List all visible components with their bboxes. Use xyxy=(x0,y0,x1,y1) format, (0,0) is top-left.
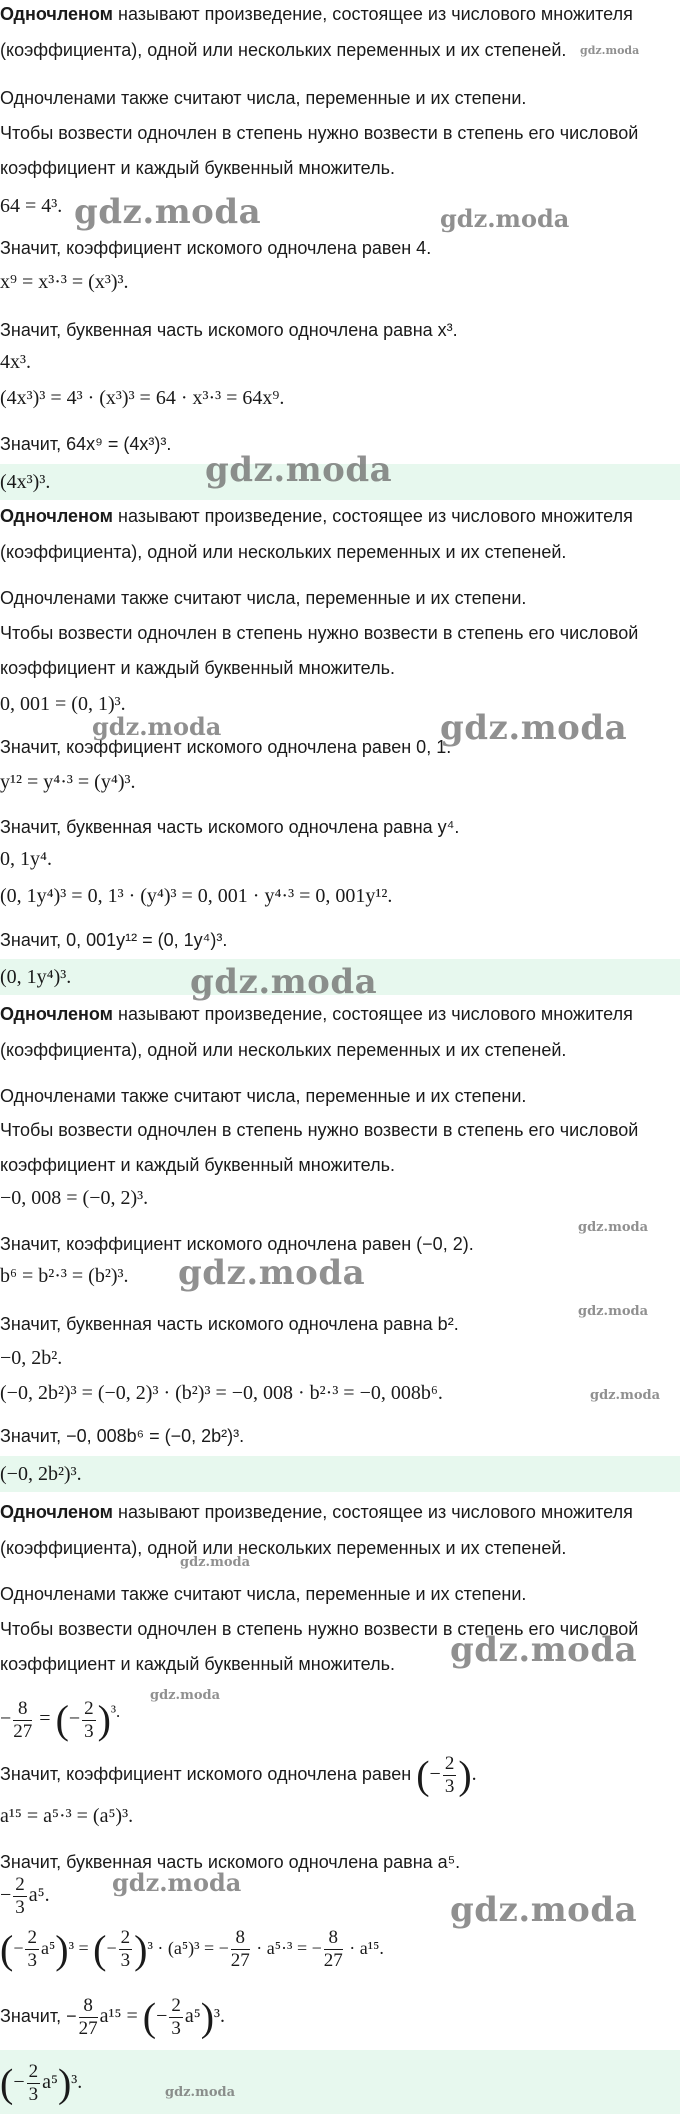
rule-line: коэффициент и каждый буквенный множитель. xyxy=(0,658,395,678)
also-line: Одночленами также считают числа, переменные и их степени. xyxy=(0,588,527,608)
watermark: gdz.moda xyxy=(578,1220,649,1235)
text-line: Значит, − $\frac{8}{27}$ a¹⁵ = (− $\frac{2}{3}$ a⁵)³. xyxy=(0,1994,226,2040)
math-line: (0, 1y⁴)³ = 0, 1³ · (y⁴)³ = 0, 001 · y⁴·³ = 0, 001y¹². xyxy=(0,885,393,907)
math-line: −0, 2b². xyxy=(0,1347,63,1369)
fraction: $\frac{8}{27}$ xyxy=(323,1927,343,1972)
definition-line: Одночленом называют произведение, состоящее из числового множителя xyxy=(0,1502,633,1522)
term: Одночленом xyxy=(0,506,114,526)
rule-line: Чтобы возвести одночлен в степень нужно возвести в степень его числовой xyxy=(0,1619,639,1639)
fraction: $\frac{8}{27}$ xyxy=(78,1994,98,2039)
fraction: $\frac{2}{3}$ xyxy=(27,1927,37,1972)
math-line: y¹² = y⁴·³ = (y⁴)³. xyxy=(0,771,136,793)
watermark: gdz.moda xyxy=(92,712,222,741)
text-line: Значит, буквенная часть искомого одночлена равна a⁵. xyxy=(0,1852,461,1872)
watermark: gdz.moda xyxy=(450,1630,638,1670)
watermark: gdz.moda xyxy=(74,192,262,232)
watermark: gdz.moda xyxy=(590,1388,661,1403)
answer: (0, 1y⁴)³. xyxy=(0,966,72,988)
fraction: $\frac{8}{27}$ xyxy=(230,1927,250,1972)
definition-line: Одночленом называют произведение, состоящее из числового множителя xyxy=(0,506,633,526)
watermark: gdz.moda xyxy=(578,1304,649,1319)
watermark: gdz.moda xyxy=(580,44,640,57)
fraction: $\frac{2}{3}$ xyxy=(84,1697,94,1742)
definition-line: (коэффициента), одной или нескольких переменных и их степеней. xyxy=(0,40,567,60)
watermark: gdz.moda xyxy=(440,708,628,748)
math-line: (4x³)³ = 4³ · (x³)³ = 64 · x³·³ = 64x⁹. xyxy=(0,387,285,409)
math-line: −0, 008 = (−0, 2)³. xyxy=(0,1187,149,1209)
text-line: Значит, 0, 001y¹² = (0, 1y⁴)³. xyxy=(0,930,228,950)
text-line: Значит, буквенная часть искомого одночлена равна y⁴. xyxy=(0,817,460,837)
also-line: Одночленами также считают числа, переменные и их степени. xyxy=(0,88,527,108)
also-line: Одночленами также считают числа, переменные и их степени. xyxy=(0,1086,527,1106)
watermark: gdz.moda xyxy=(165,2085,236,2100)
rule-line: Чтобы возвести одночлен в степень нужно возвести в степень его числовой xyxy=(0,623,639,643)
also-line: Одночленами также считают числа, переменные и их степени. xyxy=(0,1584,527,1604)
watermark: gdz.moda xyxy=(150,1688,221,1703)
definition-line: Одночленом называют произведение, состоящее из числового множителя xyxy=(0,4,633,24)
rule-line: коэффициент и каждый буквенный множитель. xyxy=(0,1155,395,1175)
rule-line: Чтобы возвести одночлен в степень нужно возвести в степень его числовой xyxy=(0,123,639,143)
watermark: gdz.moda xyxy=(178,1253,366,1293)
definition-line: (коэффициента), одной или нескольких переменных и их степеней. xyxy=(0,542,567,562)
fraction: $\frac{8}{27}$ xyxy=(13,1697,33,1742)
math-line: 4x³. xyxy=(0,351,31,373)
text-line: Значит, коэффициент искомого одночлена равен 0, 1. xyxy=(0,737,452,757)
term: Одночленом xyxy=(0,1004,114,1024)
watermark: gdz.moda xyxy=(440,204,570,233)
watermark: gdz.moda xyxy=(190,962,378,1002)
term: Одночленом xyxy=(0,4,114,24)
watermark: gdz.moda xyxy=(112,1868,242,1897)
fraction: $\frac{2}{3}$ xyxy=(15,1873,25,1918)
math-line: − $\frac{2}{3}$ a⁵. xyxy=(0,1873,50,1918)
text-line: Значит, 64x⁹ = (4x³)³. xyxy=(0,434,172,454)
answer: (−0, 2b²)³. xyxy=(0,1463,82,1485)
math-line: 64 = 4³. xyxy=(0,195,63,217)
rule-line: коэффициент и каждый буквенный множитель. xyxy=(0,158,395,178)
term: Одночленом xyxy=(0,1502,114,1522)
math-line: b⁶ = b²·³ = (b²)³. xyxy=(0,1265,129,1287)
math-line: a¹⁵ = a⁵·³ = (a⁵)³. xyxy=(0,1805,134,1827)
fraction: $\frac{2}{3}$ xyxy=(171,1994,181,2039)
math-line: 0, 1y⁴. xyxy=(0,848,52,870)
fraction: $\frac{2}{3}$ xyxy=(28,2060,39,2105)
answer: (4x³)³. xyxy=(0,471,51,493)
fraction: $\frac{2}{3}$ xyxy=(444,1752,455,1797)
math-line: − $\frac{8}{27}$ = (− $\frac{2}{3}$ )$^{^3.}$ xyxy=(0,1697,121,1743)
watermark: gdz.moda xyxy=(205,450,393,490)
fraction: $\frac{2}{3}$ xyxy=(120,1927,131,1972)
text-line: Значит, −0, 008b⁶ = (−0, 2b²)³. xyxy=(0,1426,245,1446)
math-line: (−0, 2b²)³ = (−0, 2)³ · (b²)³ = −0, 008 · b²·³ = −0, 008b⁶. xyxy=(0,1382,443,1404)
definition-line: (коэффициента), одной или нескольких переменных и их степеней. xyxy=(0,1538,567,1558)
text-line: Значит, коэффициент искомого одночлена равен (− $\frac{2}{3}$ ). xyxy=(0,1752,477,1798)
rule-line: коэффициент и каждый буквенный множитель. xyxy=(0,1654,395,1674)
math-line: (− $\frac{2}{3}$ a⁵)³ = (− $\frac{2}{3}$ )³ · (a⁵)³ = − $\frac{8}{27}$ · a⁵·³ = − $\frac{8}{27}$ · a¹⁵. xyxy=(0,1926,384,1972)
text-line: Значит, коэффициент искомого одночлена равен (−0, 2). xyxy=(0,1234,474,1254)
definition-line: (коэффициента), одной или нескольких переменных и их степеней. xyxy=(0,1040,567,1060)
watermark: gdz.moda xyxy=(180,1555,251,1570)
text-line: Значит, буквенная часть искомого одночлена равна b². xyxy=(0,1314,459,1334)
text-line: Значит, буквенная часть искомого одночлена равна x³. xyxy=(0,320,458,340)
math-line: x⁹ = x³·³ = (x³)³. xyxy=(0,271,129,293)
text-line: Значит, коэффициент искомого одночлена равен 4. xyxy=(0,238,432,258)
watermark: gdz.moda xyxy=(450,1890,638,1930)
definition-line: Одночленом называют произведение, состоящее из числового множителя xyxy=(0,1004,633,1024)
answer: (− $\frac{2}{3}$ a⁵)³. xyxy=(0,2060,83,2106)
rule-line: Чтобы возвести одночлен в степень нужно возвести в степень его числовой xyxy=(0,1120,639,1140)
math-line: 0, 001 = (0, 1)³. xyxy=(0,693,126,715)
